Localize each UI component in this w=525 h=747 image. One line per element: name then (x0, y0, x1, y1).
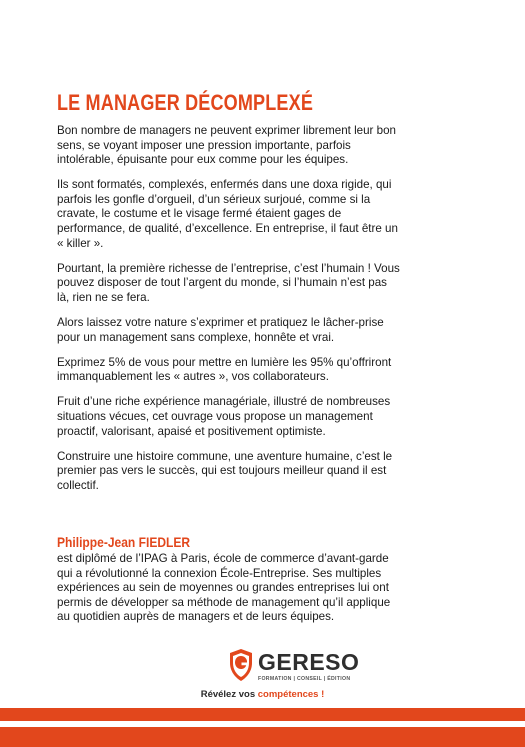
slogan-accent: compétences ! (257, 689, 325, 700)
paragraph: Pourtant, la première richesse de l’entreprise, c’est l’humain ! Vous pouvez disposer de tout l’argent du monde, si l’humain n’est pas là, rien ne se fera. (57, 261, 400, 304)
footer-stripe (0, 727, 525, 747)
book-title: LE MANAGER DÉCOMPLEXÉ (57, 90, 314, 115)
paragraph: Exprimez 5% de vous pour mettre en lumière les 95% qu’offriront immanquablement les « autres », vos collaborateurs. (57, 355, 392, 384)
slogan-prefix: Révélez vos (200, 689, 258, 700)
publisher-tagline: FORMATION | CONSEIL | ÉDITION (258, 676, 351, 682)
author-bio: est diplômé de l’IPAG à Paris, école de commerce d’avant-garde qui a révolutionné la connexion École-Entreprise. Ses multiples expériences au sein de moyennes ou grandes entreprises lui ont permis de développer sa méthode de management qu’il applique au quotidien auprès de managers et de leurs équipes. (57, 552, 391, 624)
publisher-name: GERESO (258, 649, 360, 675)
shield-gear-icon (228, 648, 254, 682)
paragraph: Ils sont formatés, complexés, enfermés dans une doxa rigide, qui parfois les gonfle d’orgueil, d’un sérieux surjoué, comme si la cravate, le costume et le visage fermé étaient gages de performance, de qualité, d’excellence. En entreprise, il faut être un « killer ». (57, 178, 398, 250)
paragraph: Alors laissez votre nature s’exprimer et pratiquez le lâcher-prise pour un management sans complexe, honnête et vrai. (57, 316, 384, 344)
paragraph: Bon nombre de managers ne peuvent exprimer librement leur bon sens, se voyant imposer une pression importante, parfois intolérable, épuisante pour eux comme pour les équipes. (57, 124, 396, 167)
author-name: Philippe-Jean FIEDLER (57, 534, 191, 550)
back-cover-text (57, 124, 402, 504)
publisher-slogan (0, 689, 525, 700)
paragraph: Construire une histoire commune, une aventure humaine, c’est le premier pas vers le succès, qui est toujours meilleur quand il est collectif. (57, 449, 393, 492)
paragraph: Fruit d’une riche expérience managériale, illustré de nombreuses situations vécues, cet ouvrage vous propose un management proactif, valorisant, apaisé et positivement optimiste. (57, 395, 391, 438)
footer-stripe (0, 708, 525, 721)
publisher-logo (228, 648, 368, 688)
